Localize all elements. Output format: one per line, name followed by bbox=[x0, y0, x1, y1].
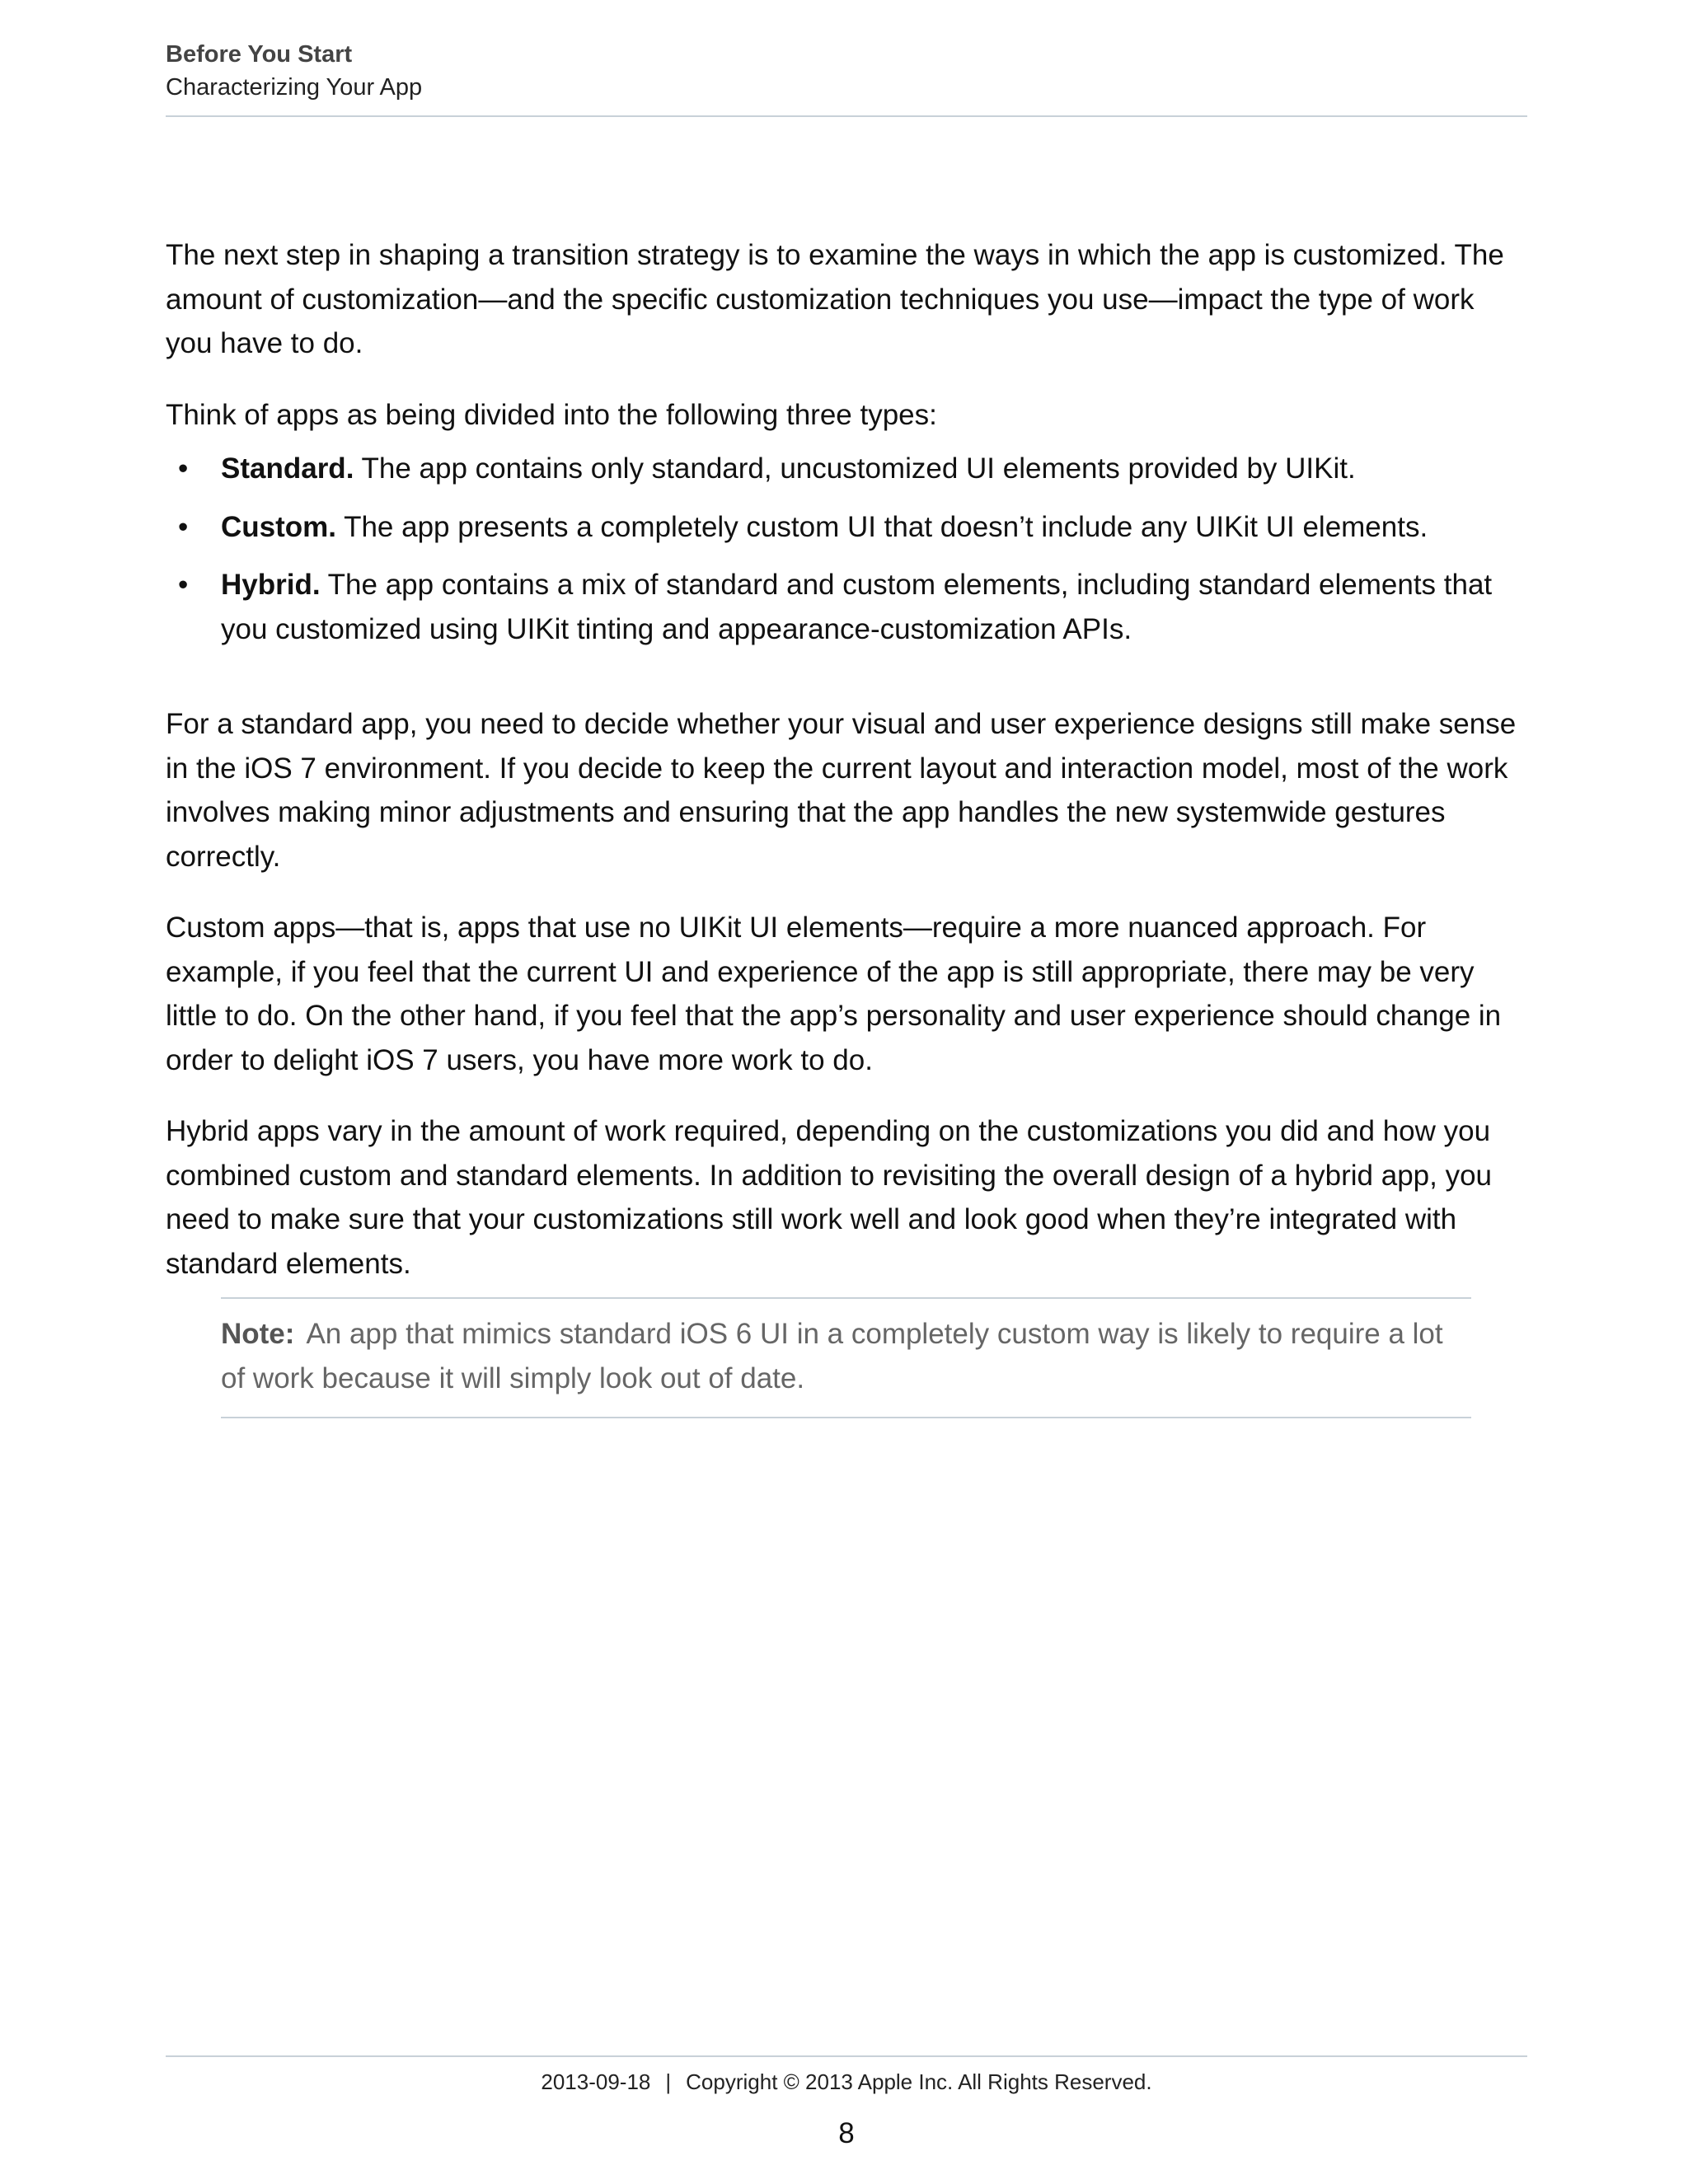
header-divider bbox=[166, 115, 1527, 117]
page-number: 8 bbox=[838, 2117, 855, 2149]
footer-separator: | bbox=[665, 2069, 672, 2094]
footer-divider bbox=[166, 2055, 1527, 2057]
types-intro-paragraph: Think of apps as being divided into the following three types: bbox=[166, 398, 937, 431]
list-item bbox=[166, 447, 1527, 491]
footer-date: 2013-09-18 bbox=[541, 2069, 651, 2094]
page-footer bbox=[166, 2067, 1527, 2097]
list-item bbox=[166, 563, 1527, 651]
note-box bbox=[221, 1297, 1471, 1418]
page-header bbox=[166, 38, 1527, 104]
standard-app-paragraph: For a standard app, you need to decide whether your visual and user experience designs still make sense in the iOS 7 environment. If you decide to keep the current layout and interaction model, most of the work involves making minor adjustments and ensuring that the app handles the new systemwide gestures correctly. bbox=[166, 708, 1517, 873]
list-item-term: Hybrid. bbox=[221, 569, 321, 601]
list-item-text: The app contains only standard, uncustomized UI elements provided by UIKit. bbox=[354, 452, 1356, 485]
note-label: Note: bbox=[221, 1318, 295, 1350]
bullet-icon: • bbox=[178, 510, 189, 543]
list-item-term: Custom. bbox=[221, 510, 336, 543]
list-item-term: Standard. bbox=[221, 452, 354, 485]
list-item-text: The app contains a mix of standard and custom elements, including standard elements that you customized using UIKit tinting and appearance-customization APIs. bbox=[221, 569, 1493, 645]
intro-paragraph: The next step in shaping a transition strategy is to examine the ways in which the app is customized. The amount of customization—and the specific customization techniques you use—impact the type of work you have to do. bbox=[166, 239, 1504, 359]
section-title: Characterizing Your App bbox=[166, 74, 423, 101]
note-text: An app that mimics standard iOS 6 UI in a completely custom way is likely to require a lot of work because it will simply look out of date. bbox=[221, 1318, 1443, 1394]
chapter-title: Before You Start bbox=[166, 41, 353, 68]
main-content bbox=[166, 233, 1527, 1313]
bullet-icon: • bbox=[178, 452, 189, 485]
hybrid-app-paragraph: Hybrid apps vary in the amount of work required, depending on the customizations you did and how you combined custom and standard elements. In addition to revisiting the overall design of a hybrid app, you need to make sure that your customizations still work well and look good when they’re integrated with standard elements. bbox=[166, 1115, 1493, 1280]
app-types-list bbox=[166, 447, 1527, 651]
list-item bbox=[166, 505, 1527, 550]
custom-app-paragraph: Custom apps—that is, apps that use no UIKit UI elements—require a more nuanced approach. For example, if you feel that the current UI and experience of the app is still appropriate, there may be very little to do. On the other hand, if you feel that the app’s personality and user experience should change in order to delight iOS 7 users, you have more work to do. bbox=[166, 912, 1502, 1076]
list-item-text: The app presents a completely custom UI that doesn’t include any UIKit UI elements. bbox=[336, 510, 1428, 543]
footer-copyright: Copyright © 2013 Apple Inc. All Rights Reserved. bbox=[686, 2069, 1152, 2094]
bullet-icon: • bbox=[178, 569, 189, 601]
